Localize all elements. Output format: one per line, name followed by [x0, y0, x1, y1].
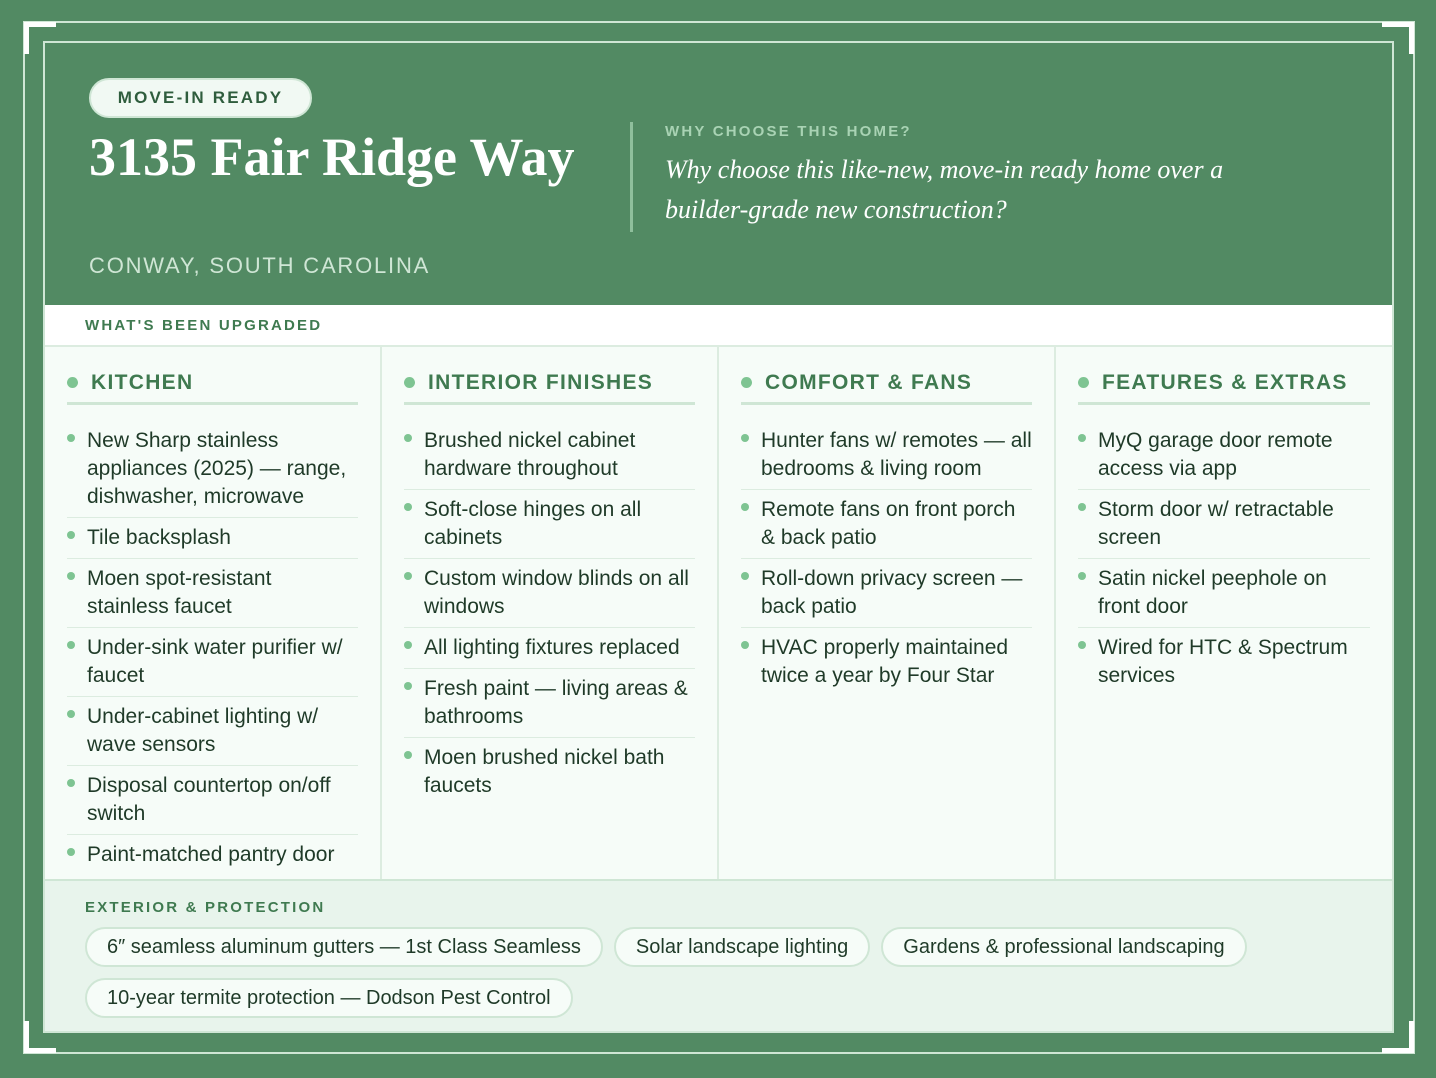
- location-subtitle: CONWAY, SOUTH CAROLINA: [89, 253, 431, 278]
- why-text: Why choose this like-new, move-in ready home over a builder-grade new construction?: [665, 155, 1224, 224]
- header-divider: [630, 122, 633, 232]
- list-item: [404, 738, 695, 806]
- bullet-dot-icon: [741, 572, 749, 580]
- exterior-chip: 6″ seamless aluminum gutters — 1st Class Seamless: [85, 927, 603, 967]
- upgrade-column: [45, 347, 382, 879]
- bullet-dot-icon: [404, 641, 412, 649]
- upgraded-bar: [45, 305, 1392, 347]
- list-item-text: Remote fans on front porch & back patio: [761, 498, 1016, 549]
- upgrade-columns: [45, 347, 1392, 879]
- list-item: [404, 628, 695, 669]
- upgrade-column: [719, 347, 1056, 879]
- list-item: [1078, 559, 1370, 628]
- list-item-text: Disposal countertop on/off switch: [87, 774, 331, 825]
- list-item-text: Fresh paint — living areas & bathrooms: [424, 677, 688, 728]
- bullet-dot-icon: [67, 377, 78, 388]
- list-item-text: Storm door w/ retractable screen: [1098, 498, 1334, 549]
- list-item-text: Moen brushed nickel bath faucets: [424, 746, 665, 797]
- list-item-text: New Sharp stainless appliances (2025) — range, dishwasher, microwave: [87, 429, 347, 508]
- list-item: [404, 559, 695, 628]
- list-item: [1078, 421, 1370, 490]
- exterior-section: [45, 879, 1392, 1033]
- column-header: [1078, 363, 1370, 405]
- bullet-dot-icon: [1078, 572, 1086, 580]
- list-item: [741, 628, 1032, 696]
- list-item-text: Custom window blinds on all windows: [424, 567, 689, 618]
- list-item-text: Satin nickel peephole on front door: [1098, 567, 1327, 618]
- bullet-dot-icon: [1078, 434, 1086, 442]
- list-item: [404, 669, 695, 738]
- upgrade-column: [1056, 347, 1392, 879]
- upgrade-column: [382, 347, 719, 879]
- list-item-text: HVAC properly maintained twice a year by Four Star: [761, 636, 1009, 687]
- column-title: KITCHEN: [91, 370, 194, 394]
- bullet-dot-icon: [67, 434, 75, 442]
- list-item: [67, 835, 358, 875]
- list-item: [404, 490, 695, 559]
- bullet-dot-icon: [741, 434, 749, 442]
- upgraded-label: WHAT'S BEEN UPGRADED: [85, 317, 323, 334]
- column-header: [741, 363, 1032, 405]
- list-item: [67, 697, 358, 766]
- bullet-dot-icon: [67, 779, 75, 787]
- list-item-text: All lighting fixtures replaced: [424, 636, 680, 659]
- bullet-dot-icon: [67, 710, 75, 718]
- why-label: WHY CHOOSE THIS HOME?: [665, 123, 912, 140]
- column-title: INTERIOR FINISHES: [428, 370, 654, 394]
- bullet-dot-icon: [741, 377, 752, 388]
- bullet-dot-icon: [404, 682, 412, 690]
- bullet-dot-icon: [741, 503, 749, 511]
- list-item-text: Soft-close hinges on all cabinets: [424, 498, 642, 549]
- list-item: [67, 421, 358, 518]
- bullet-dot-icon: [1078, 377, 1089, 388]
- column-header: [404, 363, 695, 405]
- list-item: [1078, 628, 1370, 696]
- exterior-label: EXTERIOR & PROTECTION: [85, 899, 326, 916]
- list-item: [741, 559, 1032, 628]
- bullet-dot-icon: [404, 377, 415, 388]
- list-item-text: Moen spot-resistant stainless faucet: [87, 567, 272, 618]
- bullet-dot-icon: [67, 572, 75, 580]
- exterior-chips: [85, 927, 1345, 1018]
- exterior-chip: Solar landscape lighting: [614, 927, 870, 967]
- list-item: [404, 421, 695, 490]
- bullet-dot-icon: [404, 751, 412, 759]
- listing-card: [43, 41, 1394, 1033]
- bullet-dot-icon: [741, 641, 749, 649]
- bullet-dot-icon: [404, 572, 412, 580]
- list-item: [67, 559, 358, 628]
- list-item-text: Hunter fans w/ remotes — all bedrooms & living room: [761, 429, 1032, 480]
- list-item: [67, 518, 358, 559]
- list-item: [67, 766, 358, 835]
- bullet-dot-icon: [404, 503, 412, 511]
- status-badge: MOVE-IN READY: [89, 78, 312, 118]
- column-title: FEATURES & EXTRAS: [1102, 370, 1348, 394]
- exterior-chip: 10-year termite protection — Dodson Pest Control: [85, 978, 573, 1018]
- list-item-text: Under-sink water purifier w/ faucet: [87, 636, 343, 687]
- bullet-dot-icon: [67, 848, 75, 856]
- list-item-text: Brushed nickel cabinet hardware throughout: [424, 429, 636, 480]
- bullet-dot-icon: [404, 434, 412, 442]
- list-item-text: Wired for HTC & Spectrum services: [1098, 636, 1348, 687]
- list-item: [741, 421, 1032, 490]
- list-item-text: Paint-matched pantry door: [87, 843, 335, 866]
- bullet-dot-icon: [67, 641, 75, 649]
- header: [45, 43, 1392, 305]
- bullet-dot-icon: [1078, 503, 1086, 511]
- list-item: [1078, 490, 1370, 559]
- page-title: 3135 Fair Ridge Way: [89, 127, 575, 187]
- list-item-text: Tile backsplash: [87, 526, 231, 549]
- list-item: [741, 490, 1032, 559]
- column-title: COMFORT & FANS: [765, 370, 973, 394]
- list-item-text: Roll-down privacy screen — back patio: [761, 567, 1023, 618]
- bullet-dot-icon: [67, 531, 75, 539]
- column-header: [67, 363, 358, 405]
- bullet-dot-icon: [1078, 641, 1086, 649]
- exterior-chip: Gardens & professional landscaping: [881, 927, 1246, 967]
- list-item-text: MyQ garage door remote access via app: [1098, 429, 1333, 480]
- list-item: [67, 628, 358, 697]
- list-item-text: Under-cabinet lighting w/ wave sensors: [87, 705, 319, 756]
